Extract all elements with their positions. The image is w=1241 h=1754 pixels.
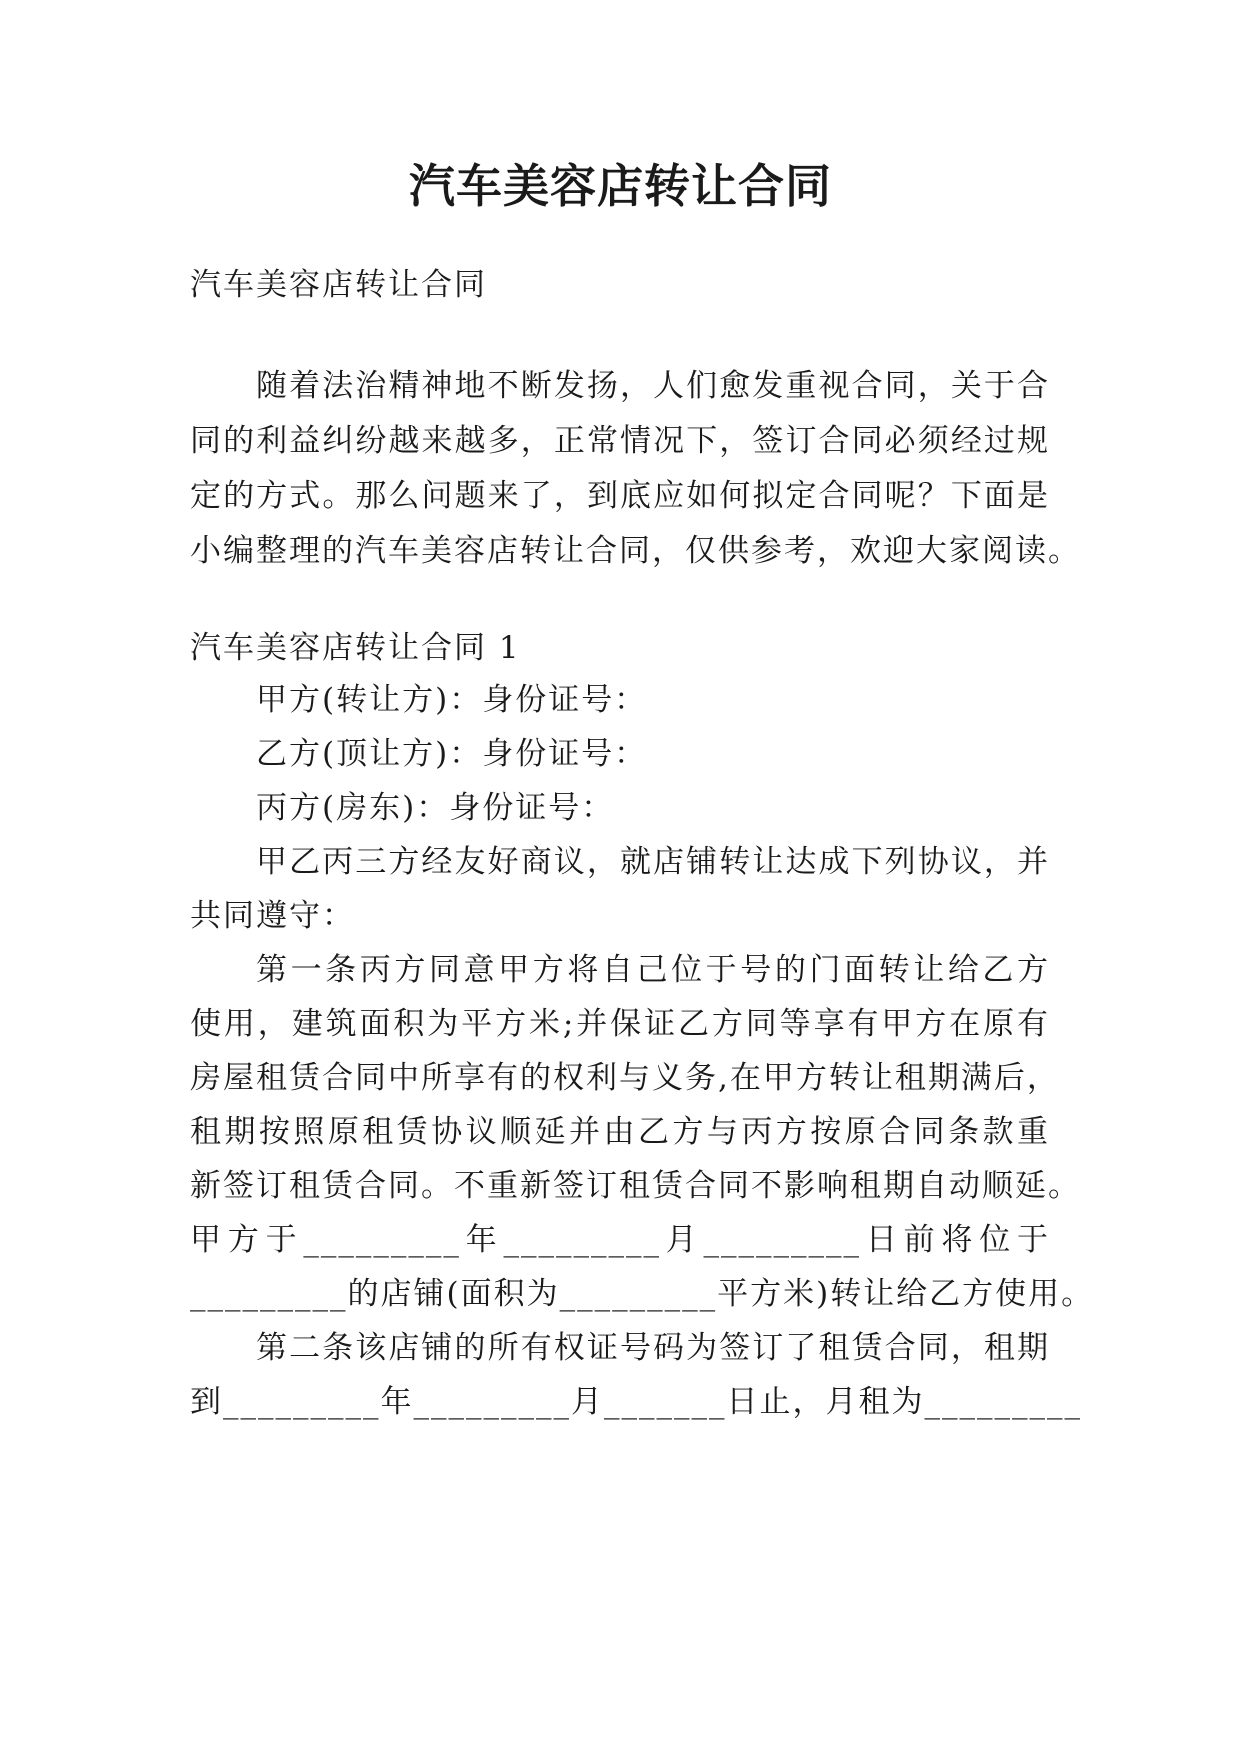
agreement-line: 甲乙丙三方经友好商议，就店铺转让达成下列协议，并	[256, 844, 1050, 880]
article1-line: 第一条丙方同意甲方将自己位于号的门面转让给乙方	[256, 952, 1050, 988]
agreement-line: 共同遵守：	[190, 898, 355, 934]
article1-line: 租期按照原租赁协议顺延并由乙方与丙方按原合同条款重	[190, 1114, 1050, 1150]
article1-line: 房屋租赁合同中所享有的权利与义务,在甲方转让租期满后，	[190, 1060, 1060, 1096]
document-subtitle: 汽车美容店转让合同	[190, 267, 487, 303]
party-c-line: 丙方(房东)：身份证号：	[256, 790, 615, 826]
article1-line: 使用，建筑面积为平方米;并保证乙方同等享有甲方在原有	[190, 1006, 1050, 1042]
intro-line: 同的利益纠纷越来越多，正常情况下，签订合同必须经过规	[190, 423, 1050, 459]
section-title: 汽车美容店转让合同 1	[190, 630, 521, 666]
article2-line: 到_________年_________月_______日止，月租为_________	[190, 1384, 1082, 1420]
intro-line: 小编整理的汽车美容店转让合同，仅供参考，欢迎大家阅读。	[190, 533, 1081, 569]
article1-line: _________的店铺(面积为_________平方米)转让给乙方使用。	[190, 1276, 1095, 1312]
party-a-line: 甲方(转让方)：身份证号：	[256, 682, 648, 718]
intro-line: 定的方式。那么问题来了，到底应如何拟定合同呢？下面是	[190, 478, 1050, 514]
article2-line: 第二条该店铺的所有权证号码为签订了租赁合同，租期	[256, 1330, 1050, 1366]
party-b-line: 乙方(顶让方)：身份证号：	[256, 736, 648, 772]
article1-line: 新签订租赁合同。不重新签订租赁合同不影响租期自动顺延。	[190, 1168, 1081, 1204]
intro-line: 随着法治精神地不断发扬，人们愈发重视合同，关于合	[256, 368, 1050, 404]
article1-line: 甲方于_________年_________月_________日前将位于	[190, 1222, 1050, 1258]
document-title: 汽车美容店转让合同	[409, 159, 832, 213]
